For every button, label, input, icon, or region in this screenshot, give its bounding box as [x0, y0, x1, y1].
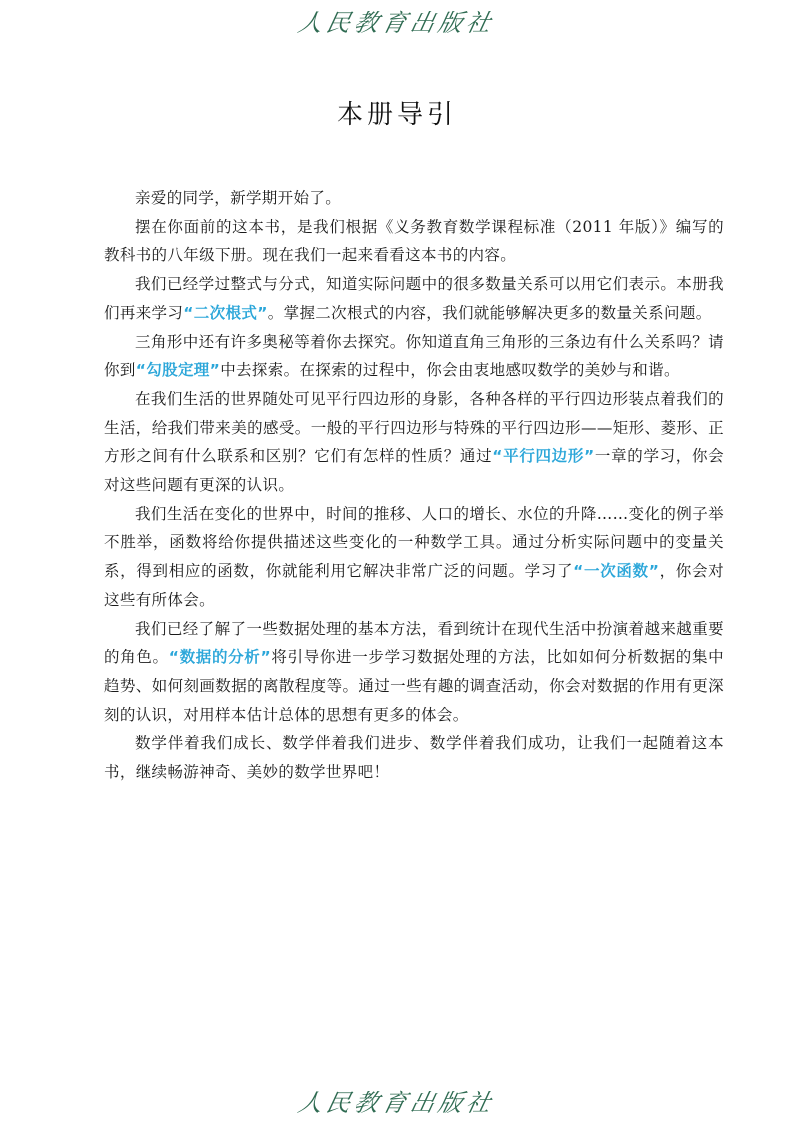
paragraph: [104, 615, 724, 730]
paragraph-text: 亲爱的同学，新学期开始了。: [135, 189, 342, 207]
paragraph: [104, 729, 724, 786]
paragraph-text: 中去探索。在探索的过程中，你会由衷地感叹数学的美妙与和谐。: [220, 361, 680, 380]
paragraph: [104, 385, 724, 500]
paragraph-text: 三角形中还有许多奥秘等着你去探究。你知道直角三角形的三条边有什么关系吗？请你到: [104, 332, 724, 380]
intro-body: [104, 184, 724, 787]
chapter-name-highlight: “数据的分析”: [168, 648, 272, 667]
paragraph-text: 在我们生活的世界随处可见平行四边形的身影，各种各样的平行四边形装点着我们的生活，给我们带来美的感受。一般的平行四边形与特殊的平行四边形——矩形、菱形、正方形之间有什么联系和区别？它们有怎样的性质？通过: [104, 389, 724, 466]
page-title: 本册导引: [336, 100, 457, 130]
publisher-logo-header: [290, 3, 504, 37]
paragraph: [104, 213, 724, 270]
paragraph: [104, 500, 724, 615]
chapter-name-highlight: “平行四边形”: [492, 447, 595, 466]
paragraph-text: 数学伴着我们成长、数学伴着我们进步、数学伴着我们成功，让我们一起随着这本书，继续畅游神奇、美妙的数学世界吧！: [104, 734, 724, 782]
chapter-name-highlight: “勾股定理”: [135, 361, 221, 380]
paragraph: [104, 328, 724, 385]
paragraph-text: 摆在你面前的这本书，是我们根据《义务教育数学课程标准（2011 年版）》编写的教科书的八年级下册。现在我们一起来看看这本书的内容。: [104, 217, 724, 265]
paragraph: [104, 270, 724, 327]
paragraph-text: 。掌握二次根式的内容，我们就能够解决更多的数量关系问题。: [267, 303, 712, 322]
paragraph-text: ，你会对这些有所体会。: [104, 562, 724, 609]
paragraph-text: 将引导你进一步学习数据处理的方法，比如如何分析数据的集中趋势、如何刻画数据的离散程度等。通过一些有趣的调查活动，你会对数据的作用有更深刻的认识，对用样本估计总体的思想有更多的体会。: [104, 648, 724, 724]
publisher-logo-footer: [290, 1083, 504, 1117]
paragraph-text: 我们已经了解了一些数据处理的基本方法，看到统计在现代生活中扮演着越来越重要的角色。: [104, 619, 724, 667]
chapter-name-highlight: “一次函数”: [573, 562, 660, 581]
paragraph-text: 我们生活在变化的世界中，时间的推移、人口的增长、水位的升降……变化的例子举不胜举，函数将给你提供描述这些变化的一种数学工具。通过分析实际问题中的变量关系，得到相应的函数，你就能利用它解决非常广泛的问题。学习了: [104, 504, 724, 581]
paragraph: [104, 184, 724, 213]
publisher-logo-text: 人民教育出版社: [295, 1088, 498, 1117]
paragraph-text: 一章的学习，你会对这些问题有更深的认识。: [104, 447, 725, 495]
chapter-name-highlight: “二次根式”: [183, 303, 268, 322]
publisher-logo-text: 人民教育出版社: [295, 8, 498, 37]
paragraph-text: 我们已经学过整式与分式，知道实际问题中的很多数量关系可以用它们表示。本册我们再来学习: [104, 275, 724, 322]
